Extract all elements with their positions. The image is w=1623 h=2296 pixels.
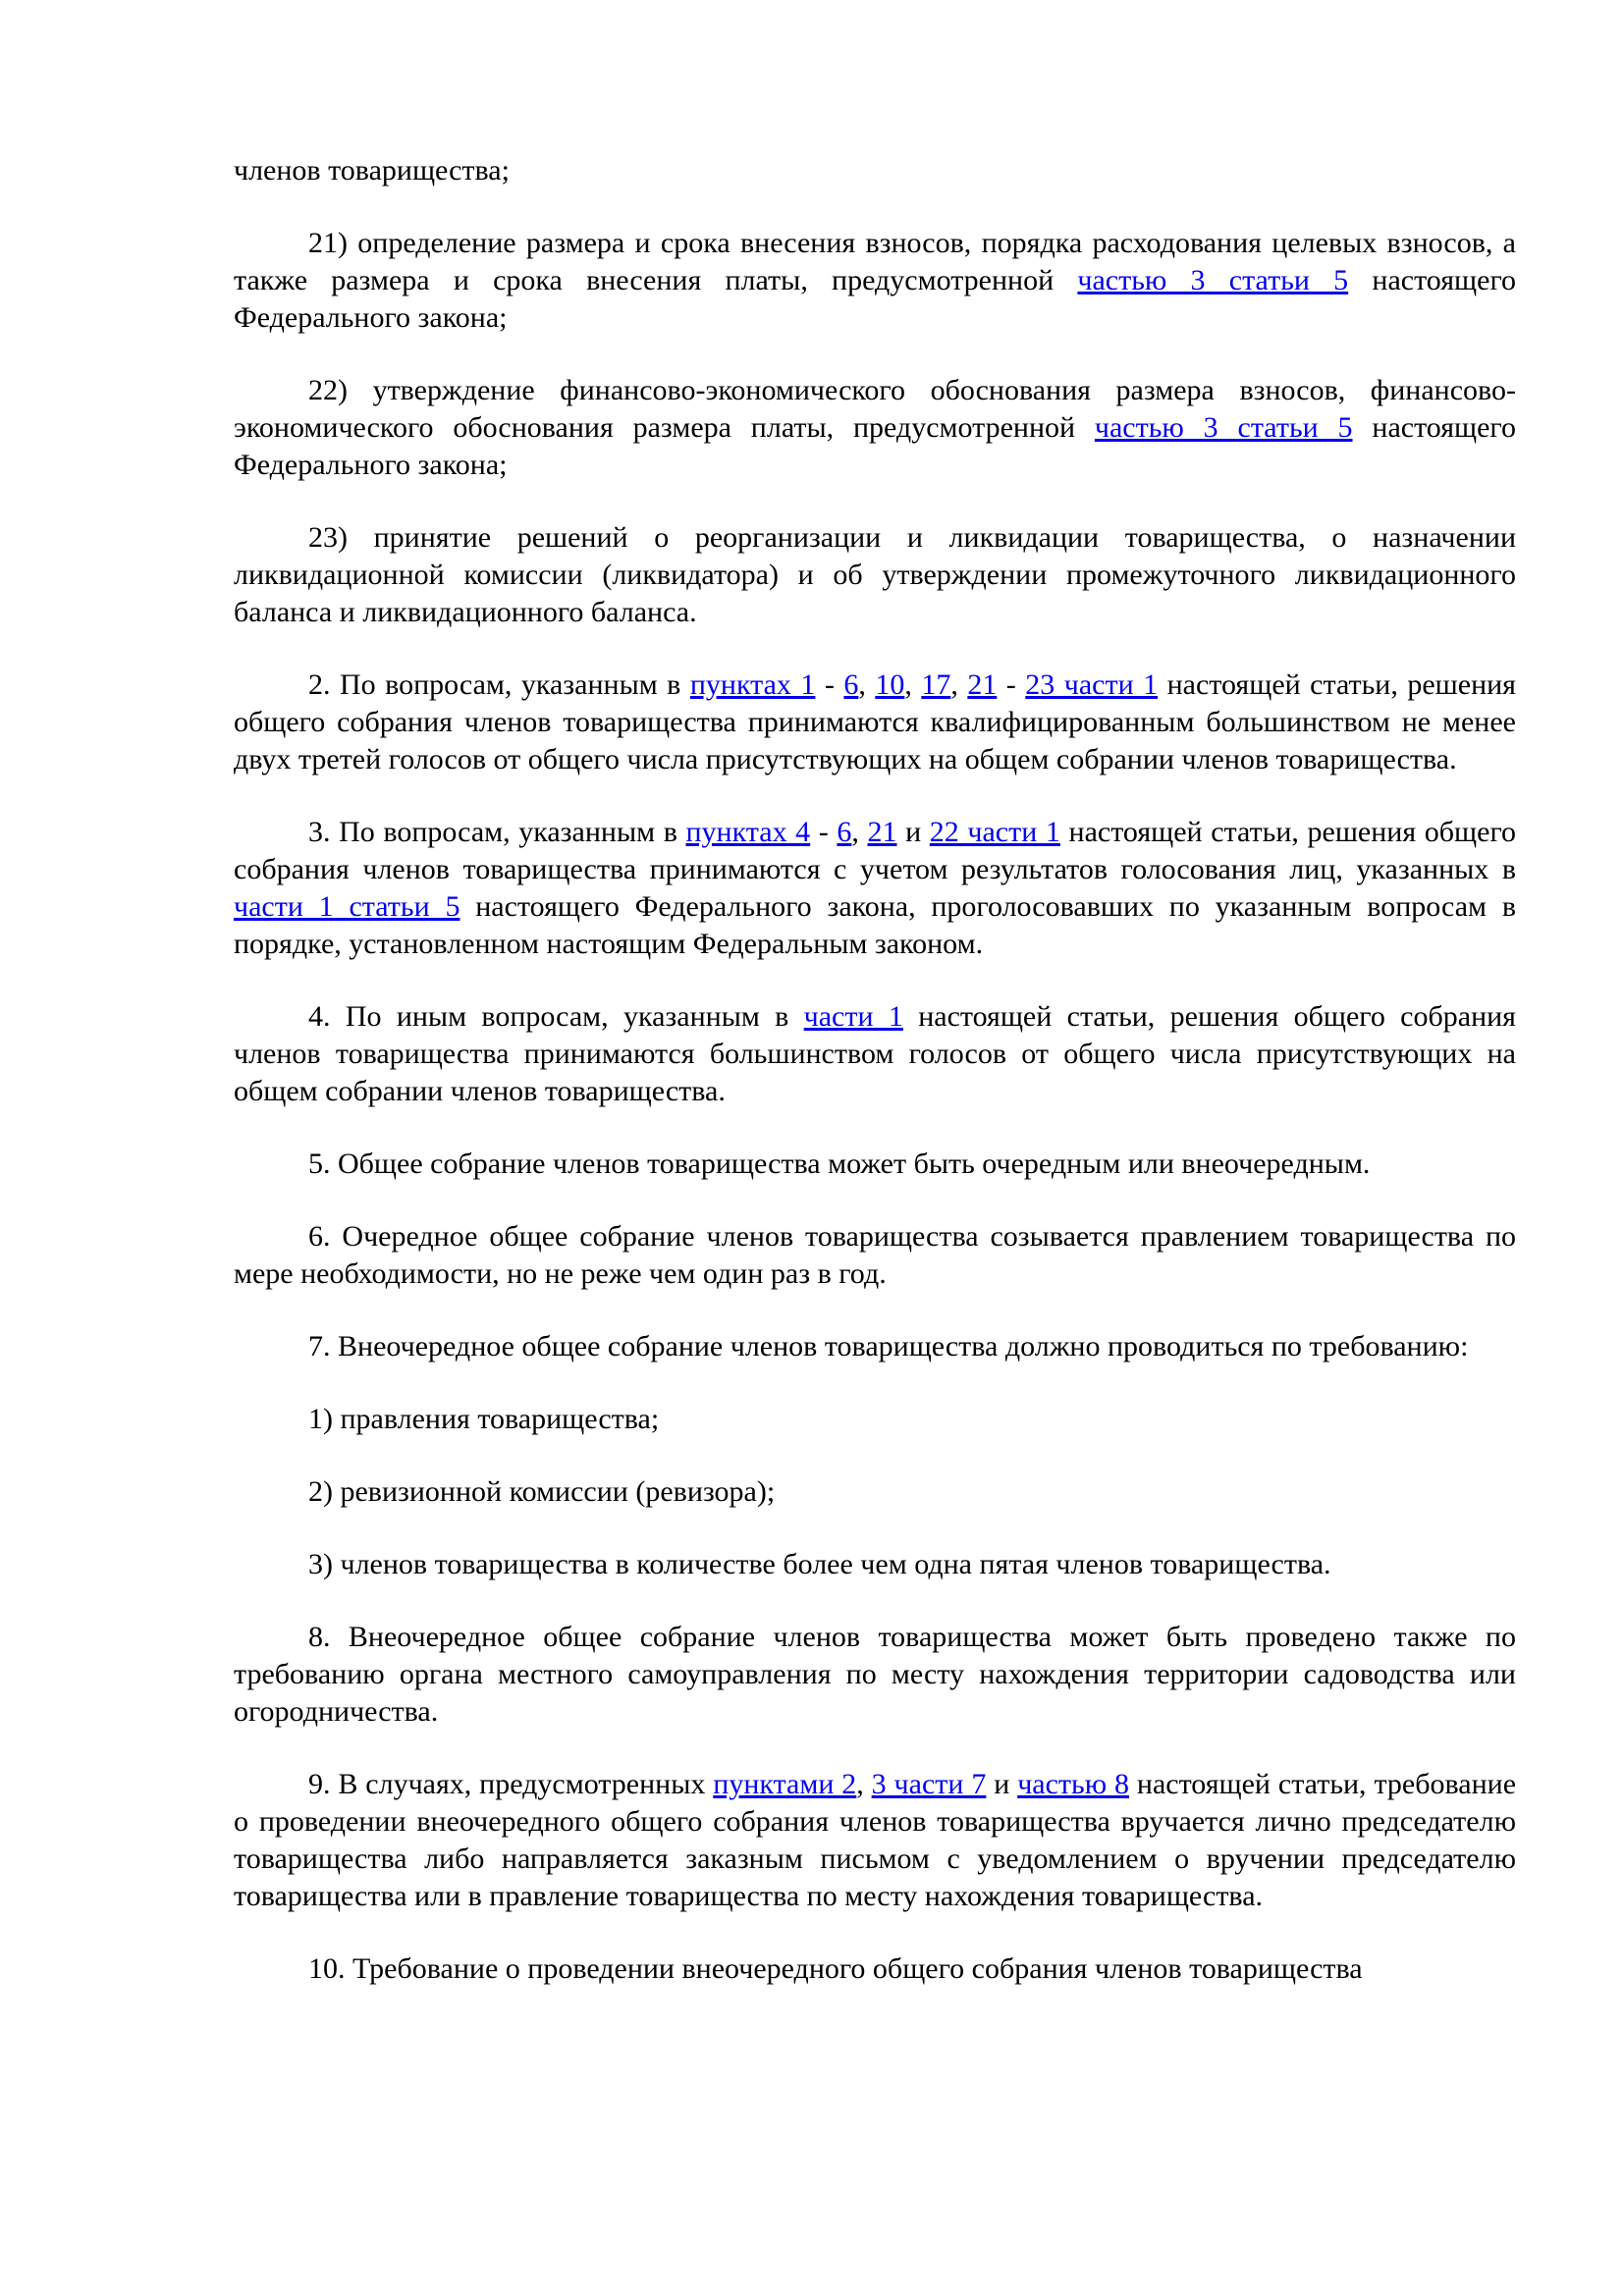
paragraph-text: , xyxy=(904,668,922,701)
paragraph-s10 xyxy=(234,1950,1516,1988)
law-reference-link[interactable]: 10 xyxy=(875,668,905,701)
paragraph-p21 xyxy=(234,225,1516,337)
paragraph-text: 9. В случаях, предусмотренных xyxy=(308,1768,714,1800)
paragraph-text: настоящего Федерального закона; xyxy=(234,264,1516,334)
law-reference-link[interactable]: частью 3 статьи 5 xyxy=(1077,264,1349,296)
paragraph-text: 21) определение размера и срока внесения взносов, порядка расходования целевых взносов, а также размера и срока внесения платы, предусмотренной xyxy=(234,227,1516,296)
paragraph-text: и xyxy=(896,816,930,848)
document-body xyxy=(234,152,1516,2023)
paragraph-text: членов товарищества; xyxy=(234,154,510,187)
paragraph-s6 xyxy=(234,1218,1516,1293)
law-reference-link[interactable]: части 1 xyxy=(803,1000,903,1033)
paragraph-s2 xyxy=(234,667,1516,778)
law-reference-link[interactable]: пунктах 4 xyxy=(685,816,811,848)
law-reference-link[interactable]: пунктами 2 xyxy=(713,1768,857,1800)
paragraph-text: 10. Требование о проведении внеочередного общего собрания членов товарищества xyxy=(308,1952,1363,1985)
paragraph-text: 4. По иным вопросам, указанным в xyxy=(308,1000,804,1033)
paragraph-text: 8. Внеочередное общее собрание членов товарищества может быть проведено также по требованию органа местного самоуправления по месту нахождения территории садоводства или огородничества. xyxy=(234,1621,1516,1728)
paragraph-text: - xyxy=(815,668,844,701)
paragraph-s3 xyxy=(234,814,1516,963)
paragraph-text: настоящего Федерального закона, проголосовавших по указанным вопросам в порядке, установленном настоящим Федеральным законом. xyxy=(234,890,1516,960)
paragraph-s8 xyxy=(234,1619,1516,1731)
law-reference-link[interactable]: 21 xyxy=(867,816,897,848)
law-reference-link[interactable]: 21 xyxy=(967,668,998,701)
paragraph-text: 3. По вопросам, указанным в xyxy=(308,816,686,848)
paragraph-text: , xyxy=(851,816,868,848)
law-reference-link[interactable]: 6 xyxy=(837,816,852,848)
law-reference-link[interactable]: 3 части 7 xyxy=(871,1768,987,1800)
law-reference-link[interactable]: 22 части 1 xyxy=(929,816,1060,848)
paragraph-text: 6. Очередное общее собрание членов товарищества созывается правлением товарищества по мере необходимости, но не реже чем один раз в год. xyxy=(234,1220,1516,1290)
paragraph-s7-1 xyxy=(234,1401,1516,1438)
paragraph-text: 22) утверждение финансово-экономического обоснования размера взносов, финансово-экономического обоснования размера платы, предусмотренной xyxy=(234,374,1516,444)
paragraph-s7-2 xyxy=(234,1473,1516,1511)
paragraph-text: 3) членов товарищества в количестве более чем одна пятая членов товарищества. xyxy=(308,1548,1331,1580)
paragraph-text: - xyxy=(810,816,838,848)
law-reference-link[interactable]: 17 xyxy=(921,668,951,701)
paragraph-text: 1) правления товарищества; xyxy=(308,1403,660,1435)
paragraph-s5 xyxy=(234,1146,1516,1183)
paragraph-text: 2) ревизионной комиссии (ревизора); xyxy=(308,1475,776,1508)
paragraph-text: 7. Внеочередное общее собрание членов товарищества должно проводиться по требованию: xyxy=(308,1330,1469,1362)
paragraph-p23 xyxy=(234,519,1516,631)
law-reference-link[interactable]: пунктах 1 xyxy=(689,668,816,701)
law-reference-link[interactable]: 6 xyxy=(843,668,859,701)
paragraph-text: 5. Общее собрание членов товарищества может быть очередным или внеочередным. xyxy=(308,1148,1371,1180)
paragraph-text: , xyxy=(950,668,968,701)
paragraph-text: настоящей статьи, решения общего собрания членов товарищества принимаются квалифицированным большинством не менее двух третей голосов от общего числа присутствующих на общем собрании членов товарищества. xyxy=(234,668,1516,775)
paragraph-text: настоящей статьи, решения общего собрания членов товарищества принимаются большинством голосов от общего числа присутствующих на общем собрании членов товарищества. xyxy=(234,1000,1516,1107)
paragraph-text: 23) принятие решений о реорганизации и ликвидации товарищества, о назначении ликвидационной комиссии (ликвидатора) и об утверждении промежуточного ликвидационного баланса и ликвидационного баланса. xyxy=(234,521,1516,628)
paragraph-p0 xyxy=(234,152,1516,189)
paragraph-s4 xyxy=(234,998,1516,1110)
law-reference-link[interactable]: частью 3 статьи 5 xyxy=(1094,411,1353,444)
paragraph-s9 xyxy=(234,1766,1516,1915)
paragraph-s7-3 xyxy=(234,1546,1516,1583)
paragraph-text: 2. По вопросам, указанным в xyxy=(308,668,690,701)
paragraph-text: - xyxy=(997,668,1026,701)
law-reference-link[interactable]: 23 части 1 xyxy=(1025,668,1159,701)
paragraph-text: настоящей статьи, решения общего собрания членов товарищества принимаются с учетом результатов голосования лиц, указанных в xyxy=(234,816,1516,885)
paragraph-text: настоящей статьи, требование о проведении внеочередного общего собрания членов товарищества вручается лично председателю товарищества либо направляется заказным письмом с уведомлением о вручении председателю товарищества или в правление товарищества по месту нахождения товарищества. xyxy=(234,1768,1517,1912)
law-reference-link[interactable]: частью 8 xyxy=(1017,1768,1129,1800)
paragraph-text: , xyxy=(856,1768,872,1800)
law-reference-link[interactable]: части 1 статьи 5 xyxy=(234,890,460,923)
paragraph-p22 xyxy=(234,372,1516,484)
paragraph-s7 xyxy=(234,1328,1516,1365)
paragraph-text: настоящего Федерального закона; xyxy=(234,411,1516,481)
paragraph-text: и xyxy=(986,1768,1018,1800)
paragraph-text: , xyxy=(858,668,876,701)
